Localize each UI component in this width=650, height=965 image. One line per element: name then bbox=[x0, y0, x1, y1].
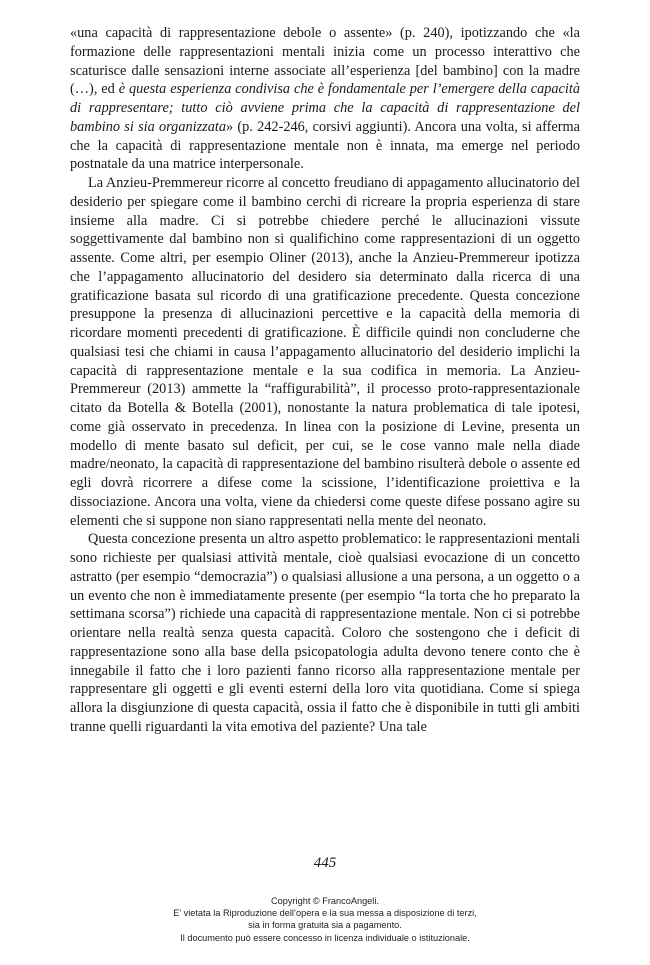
paragraph-1 bbox=[70, 24, 580, 174]
page-number: 445 bbox=[313, 855, 337, 871]
footer-line-4: Il documento può essere concesso in licenza individuale o istituzionale. bbox=[180, 932, 470, 943]
copyright-footer bbox=[0, 895, 650, 944]
paragraph-3-text: Questa concezione presenta un altro aspetto problematico: le rappresentazioni mentali sono richieste per qualsiasi attività mentale, cioè qualsiasi evocazione di un concetto astratto (per esempio “democrazia”) o qualsiasi allusione a una persona, a un oggetto o a un evento che non è immediatamente presente (per esempio “la torta che ho preparato la settimana scorsa”) richiede una capacità di rappresentazione mentale. Non ci si potrebbe orientare nella realtà senza questa capacità. Coloro che sostengono che i deficit di rappresentazione sono alla base della psicopatologia adulta devono tenere conto che è innegabile il fatto che i loro pazienti fanno ricorso alla rappresentazione mentale per rappresentare gli oggetti e gli eventi esterni della loro vita quotidiana. Come si spiega allora la disgiunzione di questa capacità, ossia il fatto che è disponibile in tutti gli ambiti tranne quelli riguardanti la vita emotiva del paziente? Una tale bbox=[70, 531, 580, 735]
footer-line-3: sia in forma gratuita sia a pagamento. bbox=[248, 920, 402, 931]
paragraph-1-italic-quote: è questa esperienza condivisa che è fondamentale per l’emergere della capacità di rappresentare; tutto ciò avviene prima che la capacità di rappresentazione del bambino si sia organizzata bbox=[70, 81, 580, 135]
body-text bbox=[70, 24, 580, 737]
footer-line-2: E’ vietata la Riproduzione dell’opera e la sua messa a disposizione di terzi, bbox=[173, 908, 477, 919]
footer-line-1: Copyright © FrancoAngeli. bbox=[271, 896, 379, 906]
paragraph-3 bbox=[70, 530, 580, 736]
paragraph-1-text-b: » (p. 242-246, corsivi aggiunti). Ancora una volta, si afferma che la capacità di rappresentazione mentale non è innata, ma emerge nel periodo postnatale da una matrice interpersonale. bbox=[70, 118, 580, 173]
paragraph-2-text: La Anzieu-Premmereur ricorre al concetto freudiano di appagamento allucinatorio del desiderio per spiegare come il bambino cerchi di ricreare la propria esperienza di stare insieme alla madre. Ci si potrebbe chiedere perché le allucinazioni vissute soggettivamente dal bambino non si qualifichino come rappresentazioni di un oggetto assente. Come altri, per esempio Oliner (2013), anche la Anzieu-Premmereur ipotizza che l’appagamento allucinatorio del desidero sia determinato dalla ricerca di una gratificazione basata sul ricordo di una gratificazione precedente. Questa concezione presuppone la presenza di allucinazioni percettive e la capacità della memoria di ricordare momenti precedenti di gratificazione. È difficile quindi non concluderne che qualsiasi tesi che chiami in causa l’appagamento allucinatorio del desiderio implichi la capacità di rappresentazione mentale e la sua codifica in memoria. La Anzieu-Premmereur (2013) ammette la “raffigurabilità”, il processo proto-rappresentazionale citato da Botella & Botella (2001), nonostante la natura problematica di tale ipotesi, come già osservato in precedenza. In linea con la posizione di Levine, presenta un modello di mente basato sul deficit, per cui, se le cose vanno male nella diade madre/neonato, la capacità di rappresentazione del bambino risulterà debole o assente ed egli dovrà ricorrere a difese come la scissione, l’identificazione proiettiva e la dissociazione. Ancora una volta, viene da chiedersi come queste difese possano agire su elementi che si suppone non siano rappresentati nella mente del neonato. bbox=[70, 175, 580, 529]
paragraph-2 bbox=[70, 174, 580, 530]
paragraph-1-text-a: «una capacità di rappresentazione debole o assente» (p. 240), ipotizzando che «la formazione delle rappresentazioni mentali inizia come un processo interattivo che scaturisce dalle sensazioni interne associate all’esperienza [del bambino] con la madre (…), ed bbox=[70, 25, 580, 98]
